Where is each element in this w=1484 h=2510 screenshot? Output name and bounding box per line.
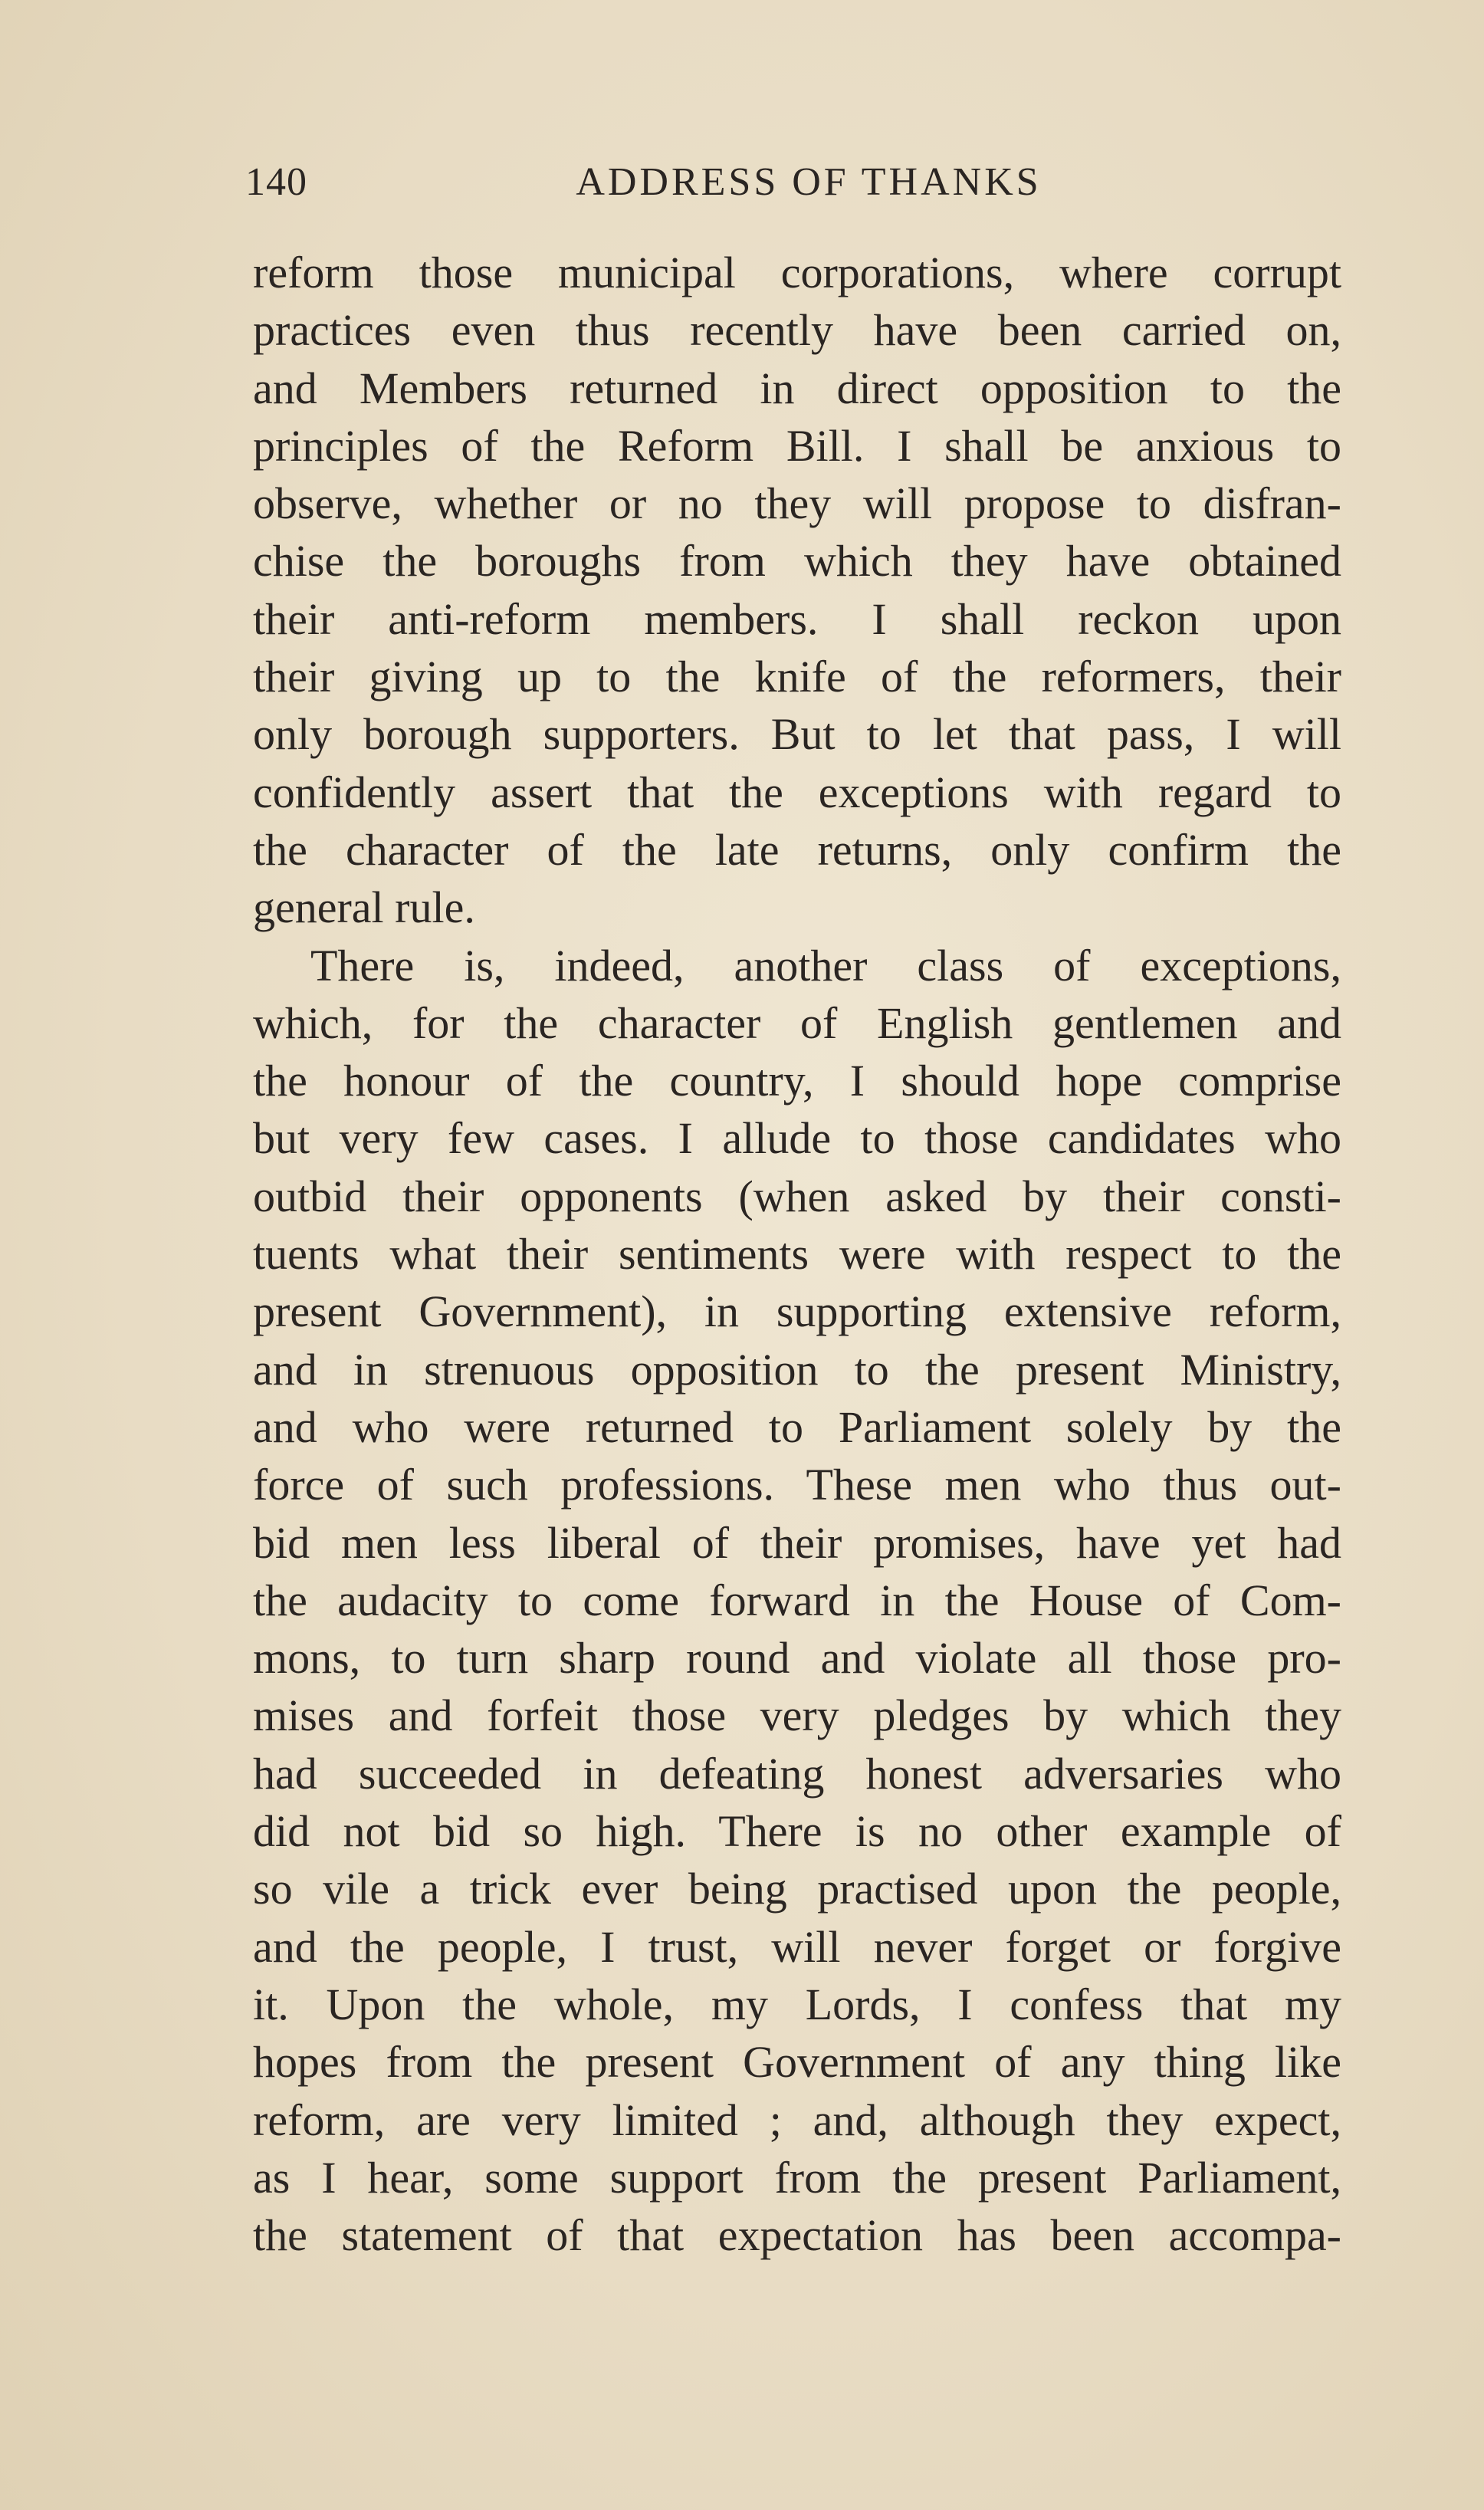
text-line: practices even thus recently have been carried on, [253,305,1341,356]
text-line: as I hear, some support from the present Parliament, [253,2152,1341,2203]
text-line: only borough supporters. But to let that pass, I will [253,709,1341,760]
running-head: ADDRESS OF THANKS [576,160,1042,204]
text-line: reform, are very limited ; and, although they expect, [253,2094,1341,2145]
page-header [245,159,1341,221]
text-line: and Members returned in direct opposition to the [253,363,1341,413]
text-line: their giving up to the knife of the reformers, their [253,652,1341,702]
text-line: their anti-reform members. I shall reckon upon [253,593,1341,644]
text-line: observe, whether or no they will propose to disfran- [253,478,1341,529]
body-text [253,244,1341,2264]
text-line: confidently assert that the exceptions with regard to [253,767,1341,817]
text-line: but very few cases. I allude to those candidates who [253,1113,1341,1164]
text-line: and the people, I trust, will never forget or forgive [253,1921,1341,1972]
text-line: tuents what their sentiments were with respect to the [253,1229,1341,1280]
text-line: mises and forfeit those very pledges by which they [253,1690,1341,1741]
text-line: hopes from the present Government of any thing like [253,2037,1341,2088]
text-line: the audacity to come forward in the House of Com- [253,1575,1341,1625]
text-line: chise the boroughs from which they have obtained [253,536,1341,586]
text-line: There is, indeed, another class of exceptions, [310,940,1341,991]
text-line: and who were returned to Parliament solely by the [253,1401,1341,1452]
text-line: the statement of that expectation has been accompa- [253,2210,1341,2261]
text-line: it. Upon the whole, my Lords, I confess that my [253,1979,1341,2029]
text-line: and in strenuous opposition to the present Ministry, [253,1344,1341,1395]
text-line: outbid their opponents (when asked by their consti- [253,1171,1341,1221]
text-line: so vile a trick ever being practised upon the people, [253,1864,1341,1914]
text-line: mons, to turn sharp round and violate all those pro- [253,1633,1341,1684]
text-line: principles of the Reform Bill. I shall be anxious to [253,420,1341,471]
text-line: did not bid so high. There is no other example of [253,1806,1341,1857]
text-line: had succeeded in defeating honest adversaries who [253,1748,1341,1799]
text-line: force of such professions. These men who thus out- [253,1460,1341,1510]
page-number: 140 [245,160,307,204]
text-line: reform those municipal corporations, where corrupt [253,248,1341,297]
text-line: bid men less liberal of their promises, have yet had [253,1517,1341,1568]
text-line: the honour of the country, I should hope comprise [253,1056,1341,1106]
text-line: general rule. [253,882,475,933]
text-line: the character of the late returns, only confirm the [253,824,1341,875]
text-line: which, for the character of English gentlemen and [253,997,1341,1048]
text-line: present Government), in supporting extensive reform, [253,1286,1341,1337]
